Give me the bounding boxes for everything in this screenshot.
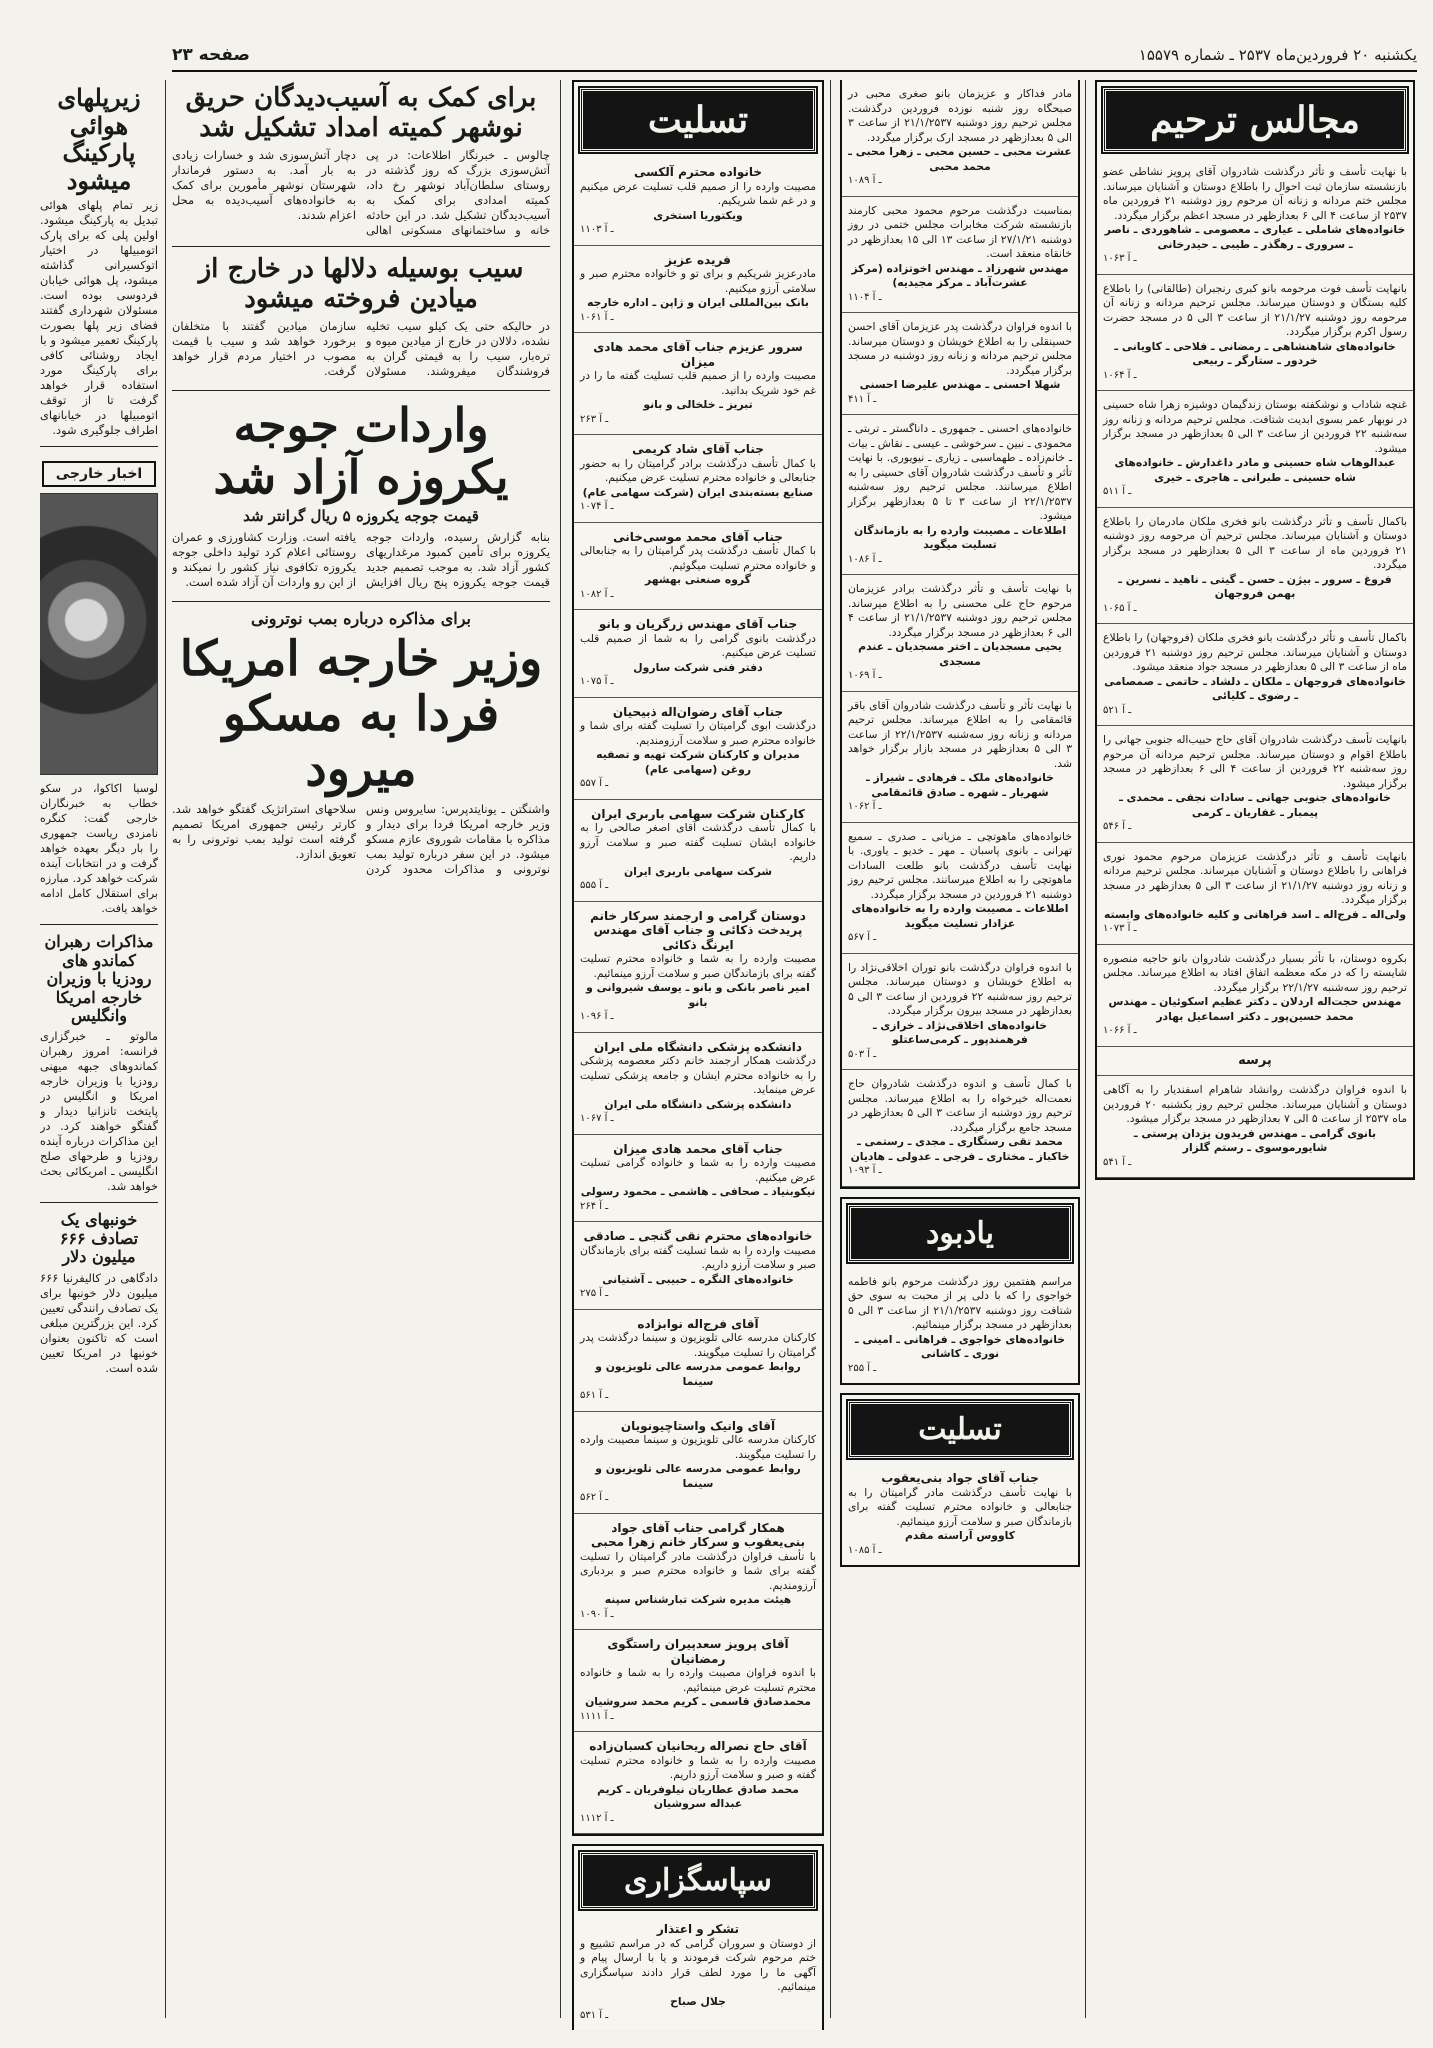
- yadbud-code: ۲۵۵ ـ آ: [848, 1362, 877, 1374]
- notice-body: مصیبت وارده را به شما و خانواده محترم تسلیت گفته و صبر و سلامت آرزو داریم.: [580, 1753, 816, 1781]
- column-divider: [1085, 80, 1086, 2018]
- notice-body: با نهایت تأسف و تأثر درگذشت شادروان آقای پرویز نشاطی عضو بازنشسته سازمان ثبت احوال را باطلاع دوستان و آشنایان میرساند. مجلس ختم مردانه و زنانه آن مرحوم روز دوشنبه ۲۱ فروردین ماه ۲۵۳۷ از ساعت ۴ الی ۶ بعدازظهر در مسجد اعظم برگزار میگردد.: [1103, 165, 1407, 222]
- notice-code: ۱۰۶۲ ـ آ: [848, 801, 882, 812]
- notice-signature: دانشکده پزشکی دانشگاه ملی ایران: [604, 1097, 792, 1111]
- notice-item: [1097, 726, 1413, 843]
- news-middle: [172, 80, 550, 2030]
- notice-code: ۱۰۸۲ ـ آ: [580, 588, 614, 600]
- notice-body: با نهایت تأسف و تأثر درگذشت برادر عزیزمان مرحوم حاج علی محسنی را به اطلاع میرساند. مجلس ترحیم روز دوشنبه ۲۱/۱/۲۵۳۷ از ساعت ۴ الی ۶ بعدازظهر در مسجد برگزار میگردد.: [848, 582, 1072, 639]
- gratitude-sig: جلال صباح: [670, 1994, 726, 2008]
- notice-code: ۲۶۳ ـ آ: [580, 413, 609, 425]
- notice-code: ۱۰۷۵ ـ آ: [580, 676, 614, 687]
- dateline: یکشنبه ۲۰ فروردین‌ماه ۲۵۳۷ ـ شماره ۱۵۵۷۹: [1138, 46, 1417, 64]
- notice-recipient: خانواده محترم آلکسی: [633, 165, 763, 179]
- notice-item: [1097, 391, 1413, 508]
- notice-code: ۱۱۰۳ ـ آ: [580, 224, 614, 235]
- parking-headline: زیرپلهای هوائی پارکینگ میشود: [57, 83, 141, 195]
- memorial-section: [1095, 80, 1415, 2030]
- notice-body: بانهایت تأسف فوت مرحومه بانو کبری رنجبران (طالقانی) را باطلاع کلیه بستگان و دوستان میرساند. مجلس ترحیم مردانه و زنانه آن مرحومه روز دوشنبه ۲۱/۱/۲۷ از ساعت ۳ الی ۵ در مسجد حضرت رسول اکرم برگزار میگردد.: [1103, 281, 1408, 338]
- gratitude-notice: [574, 1915, 822, 2030]
- gratitude-code: ۵۳۱ ـ آ: [580, 2010, 609, 2021]
- notice-body: با اندوه فراوان درگذشت روانشاد شاهرام اسفندیار را به آگاهی دوستان و آشنایان میرساند. مجلس ترحیم روز یکشنبه ۲۰ فروردین ماه ۲۵۳۷ از ساعت ۵ الی ۷ بعدازظهر در مسجد برگزار میشود.: [1103, 1083, 1407, 1125]
- condolence2-box: [840, 1393, 1080, 1567]
- notice-body: مصیبت وارده را از صمیم قلب تسلیت عرض میکنیم و در غم شما شریکیم.: [580, 179, 816, 207]
- notice-item: [574, 1310, 822, 1412]
- notice-body: درگذشت همکار ارجمند خانم دکتر معصومه پزشکی را به خانواده محترم ایشان و جامعه پزشکی تسلیت عرض مینماید.: [580, 1054, 816, 1096]
- notice-body: مادرعزیز شریکیم و برای تو و خانواده محترم صبر و سلامتی آرزو میکنیم.: [580, 267, 816, 295]
- subsection-title: پرسه: [1097, 1047, 1413, 1077]
- news-photo: [40, 493, 158, 775]
- notice-signature: نیکوبنیاد ـ صحافی ـ هاشمی ـ محمود رسولی: [580, 1185, 816, 1198]
- memorial-box-2: [840, 80, 1080, 1189]
- apple-headline: سیب بوسیله دلالها در خارج از میادین فروخته میشود: [198, 253, 524, 314]
- gratitude-body: از دوستان و سروران گرامی که در مراسم تشییع و ختم مرحوم شرکت فرمودند و یا با ارسال پیام و آگهی ما را مورد لطف قرار دادند سپاسگزاری مینمائیم.: [580, 1936, 816, 1993]
- notice-item: [574, 1033, 822, 1135]
- notice-item: [842, 1070, 1078, 1187]
- notice-recipient: فریده عزیز: [665, 252, 731, 267]
- notice-body: غنچه شاداب و نوشکفته بوستان زندگیمان دوشیزه زهرا شاه حسینی در نوبهار عمر بسوی ابدیت شتافت. مجلس ترحیم مردانه و زنانه روز سه‌شنبه ۲۲ فروردین از ساعت ۳ الی ۵ بعدازظهر در مسجد برگزار میشود.: [1103, 398, 1408, 455]
- notice-body: باکمال تأسف و تأثر درگذشت بانو فخری ملکان مادرمان را باطلاع دوستان و آشنایان میرساند. مجلس ترحیم آن مرحومه روز دوشنبه ۲۱ فروردین ماه از ساعت ۳ الی ۵ بعدازظهر در مسجد برگزار میگردد.: [1103, 514, 1408, 571]
- notice-signature: خانواده‌های النگره ـ حبیبی ـ آشتیانی: [602, 1272, 794, 1286]
- chicks-headline: واردات جوجه یکروزه آزاد شد: [213, 397, 509, 505]
- notice-body: مادر فداکار و عزیزمان بانو صغری محبی در صبحگاه روز شنبه نوزده فروردین درگذشت. مجلس ترحیم روز دوشنبه ۲۱/۱/۲۵۳۷ از ساعت ۳ الی ۵ بعدازظهر در مسجد ارک برگزار میگردد.: [848, 87, 1072, 144]
- column-divider: [165, 80, 166, 2018]
- notice-signature: فروغ ـ سرور ـ بیژن ـ حسن ـ گیتی ـ ناهید ـ نسرین ـ بهمن فروجهان: [1118, 572, 1392, 600]
- notice-body: مصیبت وارده را به شما و خانواده محترم تسلیت گفته برای بازماندگان صبر و سلامت آرزو مینمائیم.: [580, 952, 816, 980]
- memorial-right-list: [1097, 158, 1413, 1178]
- notice-recipient: آقای وانیک واستاچیونویان: [620, 1418, 776, 1433]
- notice-code: ۱۰۶۷ ـ آ: [580, 1113, 614, 1124]
- notice-body: خانواده‌های ماهوتچی ـ مزیانی ـ صدری ـ سمیع تهرانی ـ بانوی پاسبان ـ مهر ـ خدیو ـ یاوری. با نهایت تأسف درگذشت بانو طلعت السادات ماهوتچی را به اطلاع میرسانند. مجلس ترحیم روز دوشنبه ۲۱ فروردین در مسجد برگزار میگردد.: [848, 829, 1072, 901]
- notice-item: [574, 902, 822, 1033]
- notice-item: [574, 1135, 822, 1223]
- yadbud-banner: یادبود: [848, 1205, 1072, 1262]
- notice-item: [842, 692, 1078, 823]
- fire-body: [172, 148, 550, 238]
- notice-item: [574, 523, 822, 611]
- notice-signature: مهندس شهرزاد ـ مهندس اخوتزاده (مرکز عشرت‌آباد ـ مرکز مجیدیه): [851, 261, 1069, 289]
- yadbud-body: مراسم هفتمین روز درگذشت مرحوم بانو فاطمه خواجوی را که با دلی پر از محبت به سوی حق شتافت روز دوشنبه ۲۱/۱/۲۵۳۷ از ساعت ۳ الی ۵ بعدازظهر در مسجد برگزار مینمائیم.: [848, 1274, 1073, 1331]
- notice-code: ۱۰۹۶ ـ آ: [580, 1011, 614, 1022]
- notice-recipient: دانشکده پزشکی دانشگاه ملی ایران: [593, 1039, 803, 1054]
- notice-recipient: جناب آقای مهندس زرگریان و بانو: [598, 617, 798, 631]
- notice-code: ۵۶۲ ـ آ: [580, 1492, 609, 1503]
- notice-signature: خانواده‌های ملک ـ فرهادی ـ شیراز ـ شهریار ـ شهره ـ صادق قائمقامی: [866, 771, 1054, 799]
- notice-item: [842, 954, 1078, 1071]
- notice-recipient: سرور عزیزم جناب آقای محمد هادی میزان: [593, 340, 803, 369]
- notice-body: با کمال تأسف و اندوه درگذشت شادروان حاج نعمت‌اله خیرخواه را به اطلاع میرساند. مجلس ترحیم روز دوشنبه از ساعت ۳ الی ۵ بعدازظهر در مسجد جامع برگزار میگردد.: [848, 1077, 1073, 1134]
- notice-signature: مدیران و کارکنان شرکت تهیه و تصفیه روغن (سهامی عام): [596, 748, 800, 776]
- notice-signature: خانواده‌های شاملی ـ عیاری ـ معصومی ـ شاهوردی ـ ناصر ـ سروری ـ رهگذر ـ طیبی ـ حیدرخانی: [1104, 223, 1406, 251]
- notice-body: با اندوه فراوان درگذشت بانو توران اخلاقی‌نژاد را به اطلاع خویشان و دوستان میرساند. مجلس ترحیم روز سه‌شنبه ۲۲ فروردین از ساعت ۳ الی ۵ بعدازظهر در مسجد بیرون برگزار میگردد.: [848, 960, 1072, 1017]
- notice-signature: صنایع بسته‌بندی ایران (شرکت سهامی عام): [582, 485, 814, 499]
- notice-item: [842, 823, 1078, 954]
- notice-recipient: کارکنان شرکت سهامی باربری ایران: [591, 806, 805, 821]
- condolence-list: [574, 158, 822, 1834]
- notice-body: با کمال تأسف درگذشت آقای اصغر صالحی را به خانواده ایشان تسلیت گفته صبر و سلامت آرزو داریم.: [580, 821, 816, 863]
- notice-code: ۵۶۱ ـ آ: [580, 1390, 609, 1401]
- vance-headline: وزیر خارجه امریکا فردا به مسکو میرود: [179, 630, 543, 798]
- news-left: [40, 80, 158, 2030]
- notice-recipient: جناب آقای رضوان‌اله ذبیحیان: [612, 704, 784, 719]
- notice-signature: تبریز ـ خلخالی و بانو: [643, 398, 753, 411]
- foreign-label-wrap: [40, 455, 158, 493]
- notice-body: با کمال تأسف درگذشت برادر گرامیتان را به حضور جنابعالی و خانواده محترم تسلیت عرض میکنیم.: [580, 456, 816, 484]
- notice-item: [574, 698, 822, 800]
- notice-code: ۵۴۱ ـ آ: [1103, 1156, 1132, 1168]
- notice-item: [842, 415, 1078, 575]
- notice-body: بمناسبت درگذشت مرحوم محمود محبی کارمند بازنشسته شرکت مخابرات مجلس ختمی در روز دوشنبه ۲۷/۱/۲۱ از ساعت ۱۳ الی ۱۵ بعدازظهر در خانقاه منعقد است.: [848, 203, 1072, 260]
- notice-item: [574, 800, 822, 902]
- notice-code: ۱۰۶۱ ـ آ: [580, 311, 614, 323]
- notice-code: ۱۰۷۴ ـ آ: [580, 501, 614, 512]
- notice-body: کارکنان مدرسه عالی تلویزیون و سینما مصیبت وارده را تسلیت میگویند.: [580, 1433, 816, 1461]
- notice-signature: امیر ناصر بانکی و بانو ـ یوسف شیروانی و بانو: [586, 981, 810, 1009]
- rhodesia-headline: مذاکرات رهبران کماندو های رودزیا با وزیران خارجه امریکا وانگلیس: [44, 932, 154, 1025]
- divider: [40, 446, 158, 447]
- notice-signature: روابط عمومی مدرسه عالی تلویزیون و سینما: [595, 1360, 801, 1388]
- notice-signature: عشرت محبی ـ حسین محبی ـ زهرا محبی ـ محمد محبی: [848, 145, 1072, 173]
- notice-item: [574, 158, 822, 246]
- notice-signature: محمد صادق عطاریان نیلوفریان ـ کریم عبداله سروشیان: [597, 1782, 799, 1810]
- notice-body: مصیبت وارده را به شما تسلیت گفته برای بازماندگان صبر و سلامت آرزو داریم.: [580, 1243, 816, 1271]
- condolence2-code: ۱۰۸۵ ـ آ: [848, 1544, 882, 1556]
- gratitude-banner: سپاسگزاری: [580, 1852, 816, 1909]
- notice-code: ۵۰۳ ـ آ: [848, 1048, 877, 1060]
- notice-signature: روابط عمومی مدرسه عالی تلویزیون و سینما: [595, 1462, 801, 1490]
- condolence-banner: تسلیت: [580, 88, 816, 152]
- notice-code: ۱۰۸۶ ـ آ: [848, 553, 882, 565]
- column-divider: [830, 80, 831, 2018]
- notice-code: ۱۰۶۹ ـ آ: [848, 670, 882, 681]
- notice-item: [1097, 158, 1413, 275]
- notice-code: ۵۲۱ ـ آ: [1103, 704, 1132, 716]
- condolence-box: [572, 80, 824, 1836]
- vance-body-text: واشنگتن ـ یونایتدپرس: سایروس ونس وزیر خارجه امریکا فردا برای دیدار و مذاکره با مقامات شوروی عازم مسکو میشود. در این سفر درباره تولید بمب نوترونی و مذاکرات محدود کردن سلاحهای استراتژیک گفتگو خواهد شد. کارتر رئیس جمهوری امریکا تصمیم گرفته است تولید بمب نوترونی را به تعویق اندازد.: [172, 801, 550, 876]
- notice-item: [574, 1732, 822, 1834]
- notice-body: درگذشت بانوی گرامی را به شما از صمیم قلب تسلیت عرض میکنیم.: [580, 631, 816, 659]
- notice-signature: هیئت مدیره شرکت تبارشناس سپنه: [604, 1593, 792, 1606]
- notice-code: ۵۱۱ ـ آ: [1103, 486, 1132, 497]
- chicks-body-text: بنابه گزارش رسیده، واردات جوجه یکروزه برای تأمین کمبود مرغداریهای کشور آزاد شد. به موجب تصمیم جدید قیمت جوجه یکروزه پنج ریال افزایش یافته است. وزارت کشاورزی و عمران روستائی اعلام کرد تولید داخلی جوجه یکروزه تکافوی نیاز کشور را نمیکند و از این رو واردات آن آزاد شده است.: [172, 529, 550, 589]
- notice-body: کارکنان مدرسه عالی تلویزیون و سینما درگذشت پدر گرامیتان را تسلیت میگویند.: [580, 1331, 816, 1359]
- accident-headline: خونبهای یک تصادف ۶۶۶ میلیون دلار: [59, 1210, 139, 1267]
- notice-item: [574, 246, 822, 334]
- notice-recipient: دوستان گرامی و ارجمند سرکار خانم پریدخت ذکائی و جناب آقای مهندس ایرنگ ذکائی: [590, 908, 806, 952]
- notice-signature: خانواده‌های شاهنشاهی ـ رمضانی ـ فلاحی ـ کاویانی ـ خردور ـ ستارگر ـ ربیعی: [1114, 339, 1396, 367]
- notice-code: ۱۰۶۶ ـ آ: [1103, 1025, 1137, 1036]
- notice-signature: شهلا احسنی ـ مهندس علیرضا احسنی: [859, 378, 1061, 391]
- notice-item: [574, 333, 822, 435]
- notice-item: [574, 1222, 822, 1310]
- notice-code: ۵۶۷ ـ آ: [848, 932, 877, 943]
- notice-signature: ولی‌اله ـ فرج‌اله ـ اسد فراهانی و کلیه خانواده‌های وابسته: [1103, 907, 1407, 921]
- notice-item: [842, 197, 1078, 314]
- notice-signature: ویکتوریا استخری: [653, 208, 743, 222]
- notice-signature: اطلاعات ـ مصیبت وارده را به خانواده‌های عزادار تسلیت میگوید: [851, 902, 1069, 930]
- notice-signature: بانک بین‌المللی ایران و ژاپن ـ اداره خارجه: [587, 296, 809, 309]
- notice-body: باکمال تأسف و تأثر درگذشت بانو فخری ملکان (فروجهان) را باطلاع دوستان و آشنایان میرساند. مجلس ترحیم روز دوشنبه ۲۱ فروردین ماه از ساعت ۳ الی ۵ بعدازظهر در مسجد جواد منعقد میشود.: [1103, 631, 1407, 673]
- divider: [172, 390, 550, 391]
- notice-signature: اطلاعات ـ مصیبت وارده را به بازماندگان تسلیت میگوید: [853, 523, 1067, 551]
- memorial-section-2: [840, 80, 1080, 2030]
- column-divider: [560, 80, 561, 2018]
- notice-item: [574, 1630, 822, 1732]
- notice-body: با نهایت تأثر و تأسف درگذشت شادروان آقای باقر قائمقامی را به اطلاع میرساند. مجلس ترحیم مردانه و زنانه روز سه‌شنبه ۲۲/۱/۲۵۳۷ از ساعت ۳ الی ۵ بعدازظهر در مسجد بازار برگزار خواهد شد.: [848, 698, 1072, 770]
- condolence2-notice: [842, 1464, 1078, 1565]
- photo-caption: لوسیا اکاکوا، در سکو خطاب به خبرنگاران خارجی گفت: کنگره نامزدی ریاست جمهوری را بار دیگر بعهده خواهد گرفت و در انتخابات آینده شرکت خواهد کرد. مبارزه برای استقلال کامل ادامه خواهد یافت.: [40, 782, 158, 916]
- condolence2-body: با نهایت تأسف درگذشت مادر گرامیتان را به جنابعالی و خانواده محترم تسلیت گفته برای بازماندگان صبر و سلامت آرزو مینمائیم.: [848, 1485, 1072, 1528]
- notice-item: [842, 313, 1078, 415]
- apple-body-text: در حالیکه حتی یک کیلو سیب تخلیه نشده، دلالان در خارج از میادین میوه و تره‌بار، سیب را به قیمتی گران به فروشندگان میفروشند. مسئولان سازمان میادین گفتند با متخلفان برخورد خواهد شد و سیب با قیمت مصوب در اختیار مردم قرار خواهد گرفت.: [172, 318, 550, 378]
- memorial-box: [1095, 80, 1415, 1180]
- notice-body: مصیبت وارده را از صمیم قلب تسلیت گفته ما را در غم خود شریک بدانید.: [580, 369, 816, 397]
- notice-code: ۱۰۶۵ ـ آ: [1103, 602, 1137, 614]
- notice-recipient: جناب آقای محمد موسی‌خانی: [613, 529, 783, 544]
- condolence2-sig: کاووس آراسته مقدم: [905, 1529, 1015, 1542]
- condolence2-to: جناب آقای جواد بنی‌یعقوب: [881, 1471, 1039, 1485]
- vance-body: [172, 802, 550, 877]
- condolence2-banner: تسلیت: [848, 1401, 1072, 1458]
- notice-code: ۱۱۱۲ ـ آ: [580, 1812, 614, 1824]
- notice-recipient: جناب آقای محمد هادی میزان: [613, 1141, 783, 1156]
- notice-code: ۲۶۴ ـ آ: [580, 1200, 609, 1212]
- notice-code: ۵۵۵ ـ آ: [580, 880, 609, 891]
- rhodesia-body: [40, 1029, 158, 1194]
- notice-code: ۱۰۹۰ ـ آ: [580, 1608, 614, 1620]
- notice-item: [842, 80, 1078, 197]
- fire-body-text: چالوس ـ خبرنگار اطلاعات: در پی آتش‌سوزی بزرگ که روز گذشته در روستای سلطان‌آباد نوشهر رخ داد، کمیته امدادی برای کمک به آسیب‌دیدگان تشکیل شد. در این حادثه خانه و ساختمانهای مسکونی اهالی دچار آتش‌سوزی شد و خسارات زیادی به بار آمد. به دستور فرماندار شهرستان نوشهر مأمورین برای کمک به خانواده‌های آسیب‌دیده به محل اعزام شدند.: [172, 147, 550, 237]
- notice-recipient: همکار گرامی جناب آقای جواد بنی‌یعقوب و سرکار خانم زهرا محبی: [590, 1520, 806, 1549]
- accident-body-text: دادگاهی در کالیفرنیا ۶۶۶ میلیون دلار خونبها برای یک تصادف رانندگی تعیین کرد. این بزرگترین مبلغی است که تاکنون بعنوان خونبها در امریکا تعیین شده است.: [40, 1270, 158, 1375]
- notice-recipient: جناب آقای شاد کریمی: [632, 442, 764, 456]
- notice-item: [574, 1412, 822, 1514]
- notice-body: با تأسف فراوان درگذشت مادر گرامیتان را تسلیت گفته برای شما و خانواده محترم صبر و بردباری آرزومندیم.: [580, 1549, 816, 1592]
- notice-body: بانهایت تأسف و تأثر درگذشت عزیزمان مرحوم محمود نوری فراهانی را باطلاع دوستان و آشنایان میرساند. مجلس ترحیم مردانه و زنانه روز دوشنبه ۲۱/۱/۲۷ از ساعت ۳ الی ۵ بعدازظهر در مسجد برگزار میگردد.: [1103, 849, 1408, 906]
- notice-code: ۱۰۸۹ ـ آ: [848, 175, 882, 186]
- notice-signature: محمدصادق قاسمی ـ کریم محمد سروشیان: [585, 1695, 811, 1708]
- notice-recipient: آقای فرج‌اله نوابزاده: [637, 1316, 759, 1331]
- notice-item: [1097, 843, 1413, 945]
- notice-item: [574, 610, 822, 698]
- notice-body: با اندوه فراوان مصیبت وارده را به شما و خانواده محترم تسلیت عرض مینمائیم.: [580, 1666, 816, 1694]
- parking-body-text: زیر تمام پلهای هوائی تبدیل به پارکینگ میشود. اولین پلی که برای پارک اتومبیلها در اختیار اتوکسیرانی گذاشته میشود، پل هوائی خیابان فردوسی بوده است. مسئولان شهرداری گفتند فضای زیر پلها بصورت پارکینگ تعمیر میشود و با ایجاد روشنائی کافی برای پارکینگ مورد استفاده قرار خواهد گرفت تا از توقف اتومبیلها در خیابانهای اطراف جلوگیری شود.: [40, 198, 158, 438]
- memorial-banner: مجالس ترحیم: [1103, 88, 1407, 152]
- notice-body: با کمال تأسف درگذشت پدر گرامیتان را به جنابعالی و خانواده محترم تسلیت میگوئیم.: [580, 544, 816, 572]
- notice-signature: خانواده‌های اخلاقی‌نژاد ـ خرازی ـ فرهمندپور ـ کرمی‌ساعتلو: [872, 1018, 1048, 1046]
- notice-item: [574, 1514, 822, 1631]
- notice-signature: خانواده‌های جنوبی جهانی ـ سادات نجفی ـ محمدی ـ پیمبار ـ غفاریان ـ کرمی: [1119, 791, 1391, 819]
- notice-item: [1097, 1076, 1413, 1178]
- yadbud-notice: [842, 1268, 1078, 1384]
- accident-body: [40, 1271, 158, 1376]
- notice-item: [574, 435, 822, 523]
- notice-signature: محمد تقی رستگاری ـ مجدی ـ رستمی ـ خاکباز ـ مختاری ـ فرجی ـ عدولی ـ هادیان: [850, 1135, 1070, 1163]
- notice-signature: مهندس حجت‌اله اردلان ـ دکتر عظیم اسکوئیان ـ مهندس محمد حسین‌پور ـ دکتر اسماعیل بهادر: [1108, 995, 1402, 1023]
- notice-code: ۱۰۶۴ ـ آ: [1103, 369, 1137, 381]
- vance-kicker: برای مذاکره درباره بمب نوترونی: [251, 608, 471, 628]
- notice-signature: خانواده‌های فروجهان ـ ملکان ـ دلشاد ـ حاتمی ـ صمصامی ـ رضوی ـ کلیائی: [1104, 674, 1406, 702]
- chicks-body: [172, 530, 550, 593]
- divider: [40, 1202, 158, 1203]
- notice-signature: یحیی مسجدیان ـ اختر مسجدیان ـ عندم مسجدی: [858, 640, 1062, 668]
- fire-headline: برای کمک به آسیب‌دیدگان حریق نوشهر کمیته امداد تشکیل شد: [185, 83, 537, 143]
- notice-body: بکروه دوستان، با تأثر بسیار درگذشت شادروان بانو حاجیه منصوره شایسته را که در مکه معظمه اتفاق افتاد به اطلاع میرساند. مجلس ترحیم روز سه‌شنبه ۲۲/۱/۲۷ برگزار میگردد.: [1103, 951, 1407, 994]
- gratitude-box: [572, 1844, 824, 2030]
- notice-code: ۱۰۷۳ ـ آ: [1103, 923, 1137, 934]
- notice-code: ۵۵۷ ـ آ: [580, 778, 609, 789]
- notice-body: درگذشت ابوی گرامیتان را تسلیت گفته برای شما و خانواده محترم صبر و سلامت آرزومندیم.: [580, 719, 816, 747]
- notice-item: [842, 575, 1078, 692]
- page-number: صفحه ۲۳: [172, 45, 250, 65]
- notice-code: ۱۱۱۱ ـ آ: [580, 1710, 614, 1722]
- parking-body: [40, 198, 158, 438]
- notice-code: ۴۱۱ ـ آ: [848, 393, 877, 405]
- condolence-section: [572, 80, 824, 2030]
- divider: [172, 601, 550, 602]
- notice-body: خانواده‌های احسنی ـ جمهوری ـ داناگستر ـ تربتی ـ محمودی ـ نبین ـ سرخوشی ـ عیسی ـ نقاش ـ بیات ـ خانم‌زاده ـ طهماسبی ـ زیاری ـ نیویوری. با نهایت تأثر و تأسف درگذشت شادروان آقای حسینی را به اطلاع میرسانند. مجلس ترحیم روز سه‌شنبه ۲۲/۱/۲۵۳۷ از ساعت ۳ تا ۵ بعدازظهر برگزار میشود.: [848, 422, 1072, 522]
- chicks-subheadline: قیمت جوجه یکروزه ۵ ریال گرانتر شد: [243, 507, 479, 526]
- notice-signature: عبدالوهاب شاه حسینی و مادر داغدارش ـ خانواده‌های شاه حسینی ـ طبرانی ـ هاجری ـ خیری: [1114, 456, 1396, 484]
- gratitude-subtitle: تشکر و اعتذار: [656, 1922, 740, 1936]
- notice-signature: دفتر فنی شرکت سارول: [633, 660, 763, 674]
- notice-code: ۱۱۰۴ ـ آ: [848, 291, 882, 303]
- notice-item: [1097, 508, 1413, 625]
- notice-code: ۵۴۶ ـ آ: [1103, 821, 1132, 832]
- notice-body: بانهایت تأسف درگذشت شادروان آقای حاج حبیب‌اله جنوبی جهانی را باطلاع اقوام و دوستان میرساند. مجلس ترحیم مردانه آن مرحوم روز سه‌شنبه ۲۲ فروردین از ساعت ۴ الی ۶ بعدازظهر در مسجد برگزار میشود.: [1103, 733, 1408, 790]
- notice-item: [1097, 945, 1413, 1047]
- yadbud-box: [840, 1197, 1080, 1386]
- notice-item: [1097, 275, 1413, 392]
- notice-recipient: خانواده‌های محترم نقی گنجی ـ صادقی: [583, 1229, 813, 1243]
- yadbud-sig: خانواده‌های خواجوی ـ فراهانی ـ امینی ـ نوری ـ کاشانی: [854, 1332, 1066, 1360]
- notice-recipient: آقای حاج نصراله ریحانیان کسبان‌زاده: [589, 1739, 807, 1753]
- rhodesia-body-text: مالوتو ـ خبرگزاری فرانسه: امروز رهبران کماندوهای جبهه میهنی رودزیا با وزیران خارجه امریکا و انگلیس در پایتخت تانزانیا دیدار و گفتگو خواهند کرد. در این مذاکرات درباره آینده رودزیا و طرحهای صلح انگلیسی ـ امریکائی بحث خواهد شد.: [40, 1029, 158, 1194]
- page-header: [172, 40, 1417, 72]
- notice-body: با اندوه فراوان درگذشت پدر عزیزمان آقای احسن حسینقلی را به اطلاع خویشان و دوستان میرساند. مجلس ترحیم مردانه و زنانه روز دوشنبه در مسجد برگزار میگردد.: [848, 320, 1072, 377]
- memorial-list: [842, 80, 1078, 1187]
- apple-body: [172, 319, 550, 382]
- notice-body: مصیبت وارده را به شما و خانواده گرامی تسلیت عرض میکنیم.: [580, 1156, 816, 1184]
- notice-code: ۱۰۶۳ ـ آ: [1103, 253, 1137, 264]
- divider: [172, 246, 550, 247]
- notice-signature: گروه صنعتی بهشهر: [645, 573, 751, 586]
- notice-recipient: آقای پرویز سعدپیران راستگوی رمضانیان: [607, 1637, 789, 1666]
- divider: [40, 924, 158, 925]
- notice-item: [1097, 624, 1413, 726]
- foreign-news-label: اخبار خارجی: [42, 461, 156, 487]
- notice-signature: شرکت سهامی باربری ایران: [623, 864, 773, 878]
- notice-code: ۲۷۵ ـ آ: [580, 1288, 609, 1299]
- notice-signature: بانوی گرامی ـ مهندس فریدون یزدان پرستی ـ شایورموسوی ـ رستم گلزار: [1133, 1126, 1377, 1154]
- notice-code: ۱۰۹۳ ـ آ: [848, 1165, 882, 1176]
